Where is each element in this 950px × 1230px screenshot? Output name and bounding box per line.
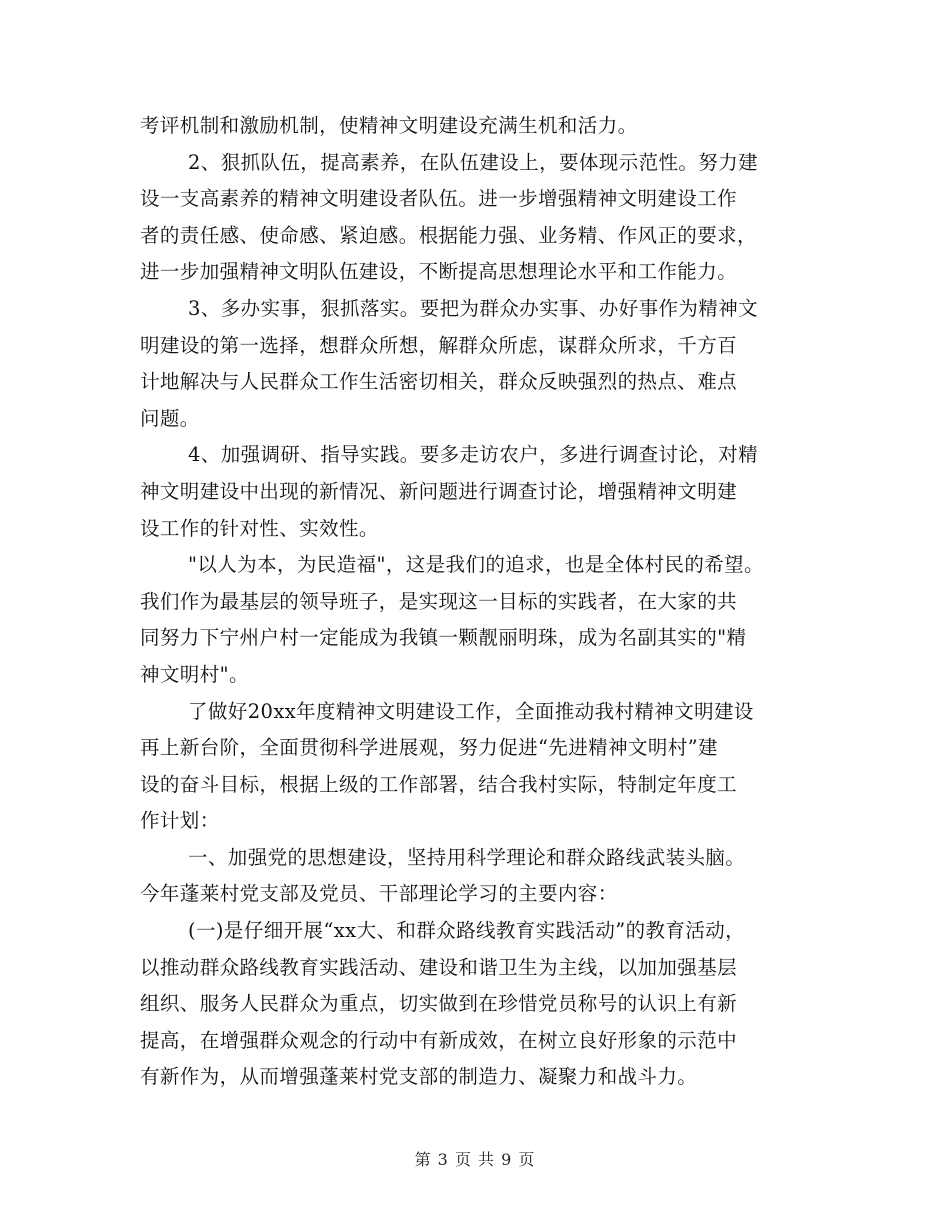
text-line: 4、加强调研、指导实践。要多走访农户，多进行调查讨论，对精 <box>188 443 759 467</box>
text-line: 设的奋斗目标，根据上级的工作部署，结合我村实际，特制定年度工 <box>140 772 738 796</box>
text-line: 一、加强党的思想建设，坚持用科学理论和群众路线武装头脑。 <box>188 845 746 869</box>
text-line: 设一支高素养的精神文明建设者队伍。进一步增强精神文明建设工作 <box>140 187 738 211</box>
text-line: 再上新台阶，全面贯彻科学进展观，努力促进“先进精神文明村”建 <box>140 736 718 760</box>
text-line: 今年蓬莱村党支部及党员、干部理论学习的主要内容： <box>140 882 618 906</box>
text-line: 神文明建设中出现的新情况、新问题进行调查讨论，增强精神文明建 <box>140 479 738 503</box>
text-line: 作计划： <box>140 809 220 833</box>
text-line: 以推动群众路线教育实践活动、建设和谐卫生为主线，以加加强基层 <box>140 955 738 979</box>
text-line: 问题。 <box>140 406 200 430</box>
text-line: 组织、服务人民群众为重点，切实做到在珍惜党员称号的认识上有新 <box>140 992 738 1016</box>
text-line: 提高，在增强群众观念的行动中有新成效，在树立良好形象的示范中 <box>140 1028 738 1052</box>
text-line: 明建设的第一选择，想群众所想，解群众所虑，谋群众所求，千方百 <box>140 333 738 357</box>
text-line: 神文明村"。 <box>140 662 249 686</box>
text-line: 3、多办实事，狠抓落实。要把为群众办实事、办好事作为精神文 <box>188 296 759 320</box>
text-line: 有新作为，从而增强蓬莱村党支部的制造力、凝聚力和战斗力。 <box>140 1065 698 1089</box>
text-line: 2、狠抓队伍，提高素养，在队伍建设上，要体现示范性。努力建 <box>188 150 759 174</box>
text-line: 进一步加强精神文明队伍建设，不断提高思想理论水平和工作能力。 <box>140 260 738 284</box>
text-line: 同努力下宁州户村一定能成为我镇一颗靓丽明珠，成为名副其实的"精 <box>140 626 747 650</box>
text-line: 考评机制和激励机制，使精神文明建设充满生机和活力。 <box>140 114 638 137</box>
text-line: "以人为本，为民造福"，这是我们的追求，也是全体村民的希望。 <box>188 553 764 577</box>
text-line: (一)是仔细开展“xx大、和群众路线教育实践活动”的教育活动， <box>188 919 746 943</box>
text-line: 我们作为最基层的领导班子，是实现这一目标的实践者，在大家的共 <box>140 589 738 613</box>
text-line: 设工作的针对性、实效性。 <box>140 516 379 540</box>
text-line: 者的责任感、使命感、紧迫感。根据能力强、业务精、作风正的要求， <box>140 223 757 247</box>
text-line: 计地解决与人民群众工作生活密切相关，群众反映强烈的热点、难点 <box>140 370 738 394</box>
text-line: 了做好20xx年度精神文明建设工作，全面推动我村精神文明建设 <box>188 699 754 723</box>
page-footer: 第 3 页 共 9 页 <box>414 1150 536 1169</box>
document-body <box>140 108 820 1096</box>
